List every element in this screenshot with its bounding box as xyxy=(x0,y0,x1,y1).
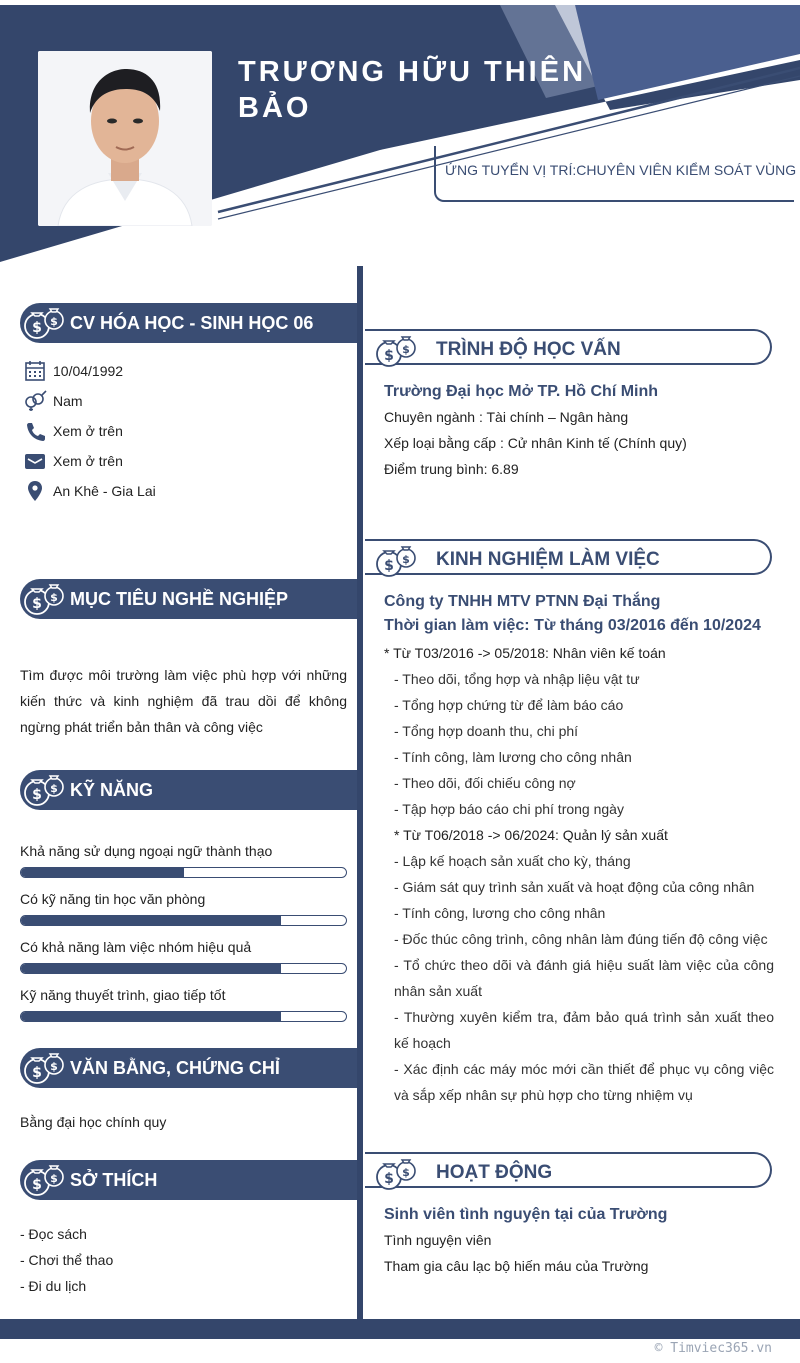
money-bag-icon xyxy=(22,1161,66,1199)
calendar-icon xyxy=(22,360,48,382)
company-name: Công ty TNHH MTV PTNN Đại Thắng xyxy=(384,593,661,610)
profile-photo xyxy=(38,51,212,226)
skill-item xyxy=(20,891,347,926)
money-bag-icon xyxy=(22,1049,66,1087)
certificates-header xyxy=(20,1048,357,1088)
education-header xyxy=(365,329,772,365)
experience-line: - Xác định các máy móc mới cần thiết để phục vụ công việc và sắp xếp nhân sự phù hợp cho từng nhiệm vụ xyxy=(394,1061,774,1103)
skill-bar xyxy=(20,1011,347,1022)
column-divider xyxy=(357,266,363,1319)
candidate-name: TRƯƠNG HỮU THIÊN BẢO xyxy=(238,56,587,124)
money-bag-icon xyxy=(22,771,66,809)
skills-title: KỸ NĂNG xyxy=(70,780,154,800)
experience-list xyxy=(384,640,774,1108)
education-line: Chuyên ngành : Tài chính – Ngân hàng xyxy=(384,409,629,425)
experience-line: - Theo dõi, tổng hợp và nhập liệu vật tư xyxy=(394,671,640,687)
experience-line: - Giám sát quy trình sản xuất và hoạt động của công nhân xyxy=(394,879,755,895)
experience-line: - Tổng hợp doanh thu, chi phí xyxy=(394,723,579,739)
activities-header xyxy=(365,1152,772,1188)
experience-line: - Tính công, lương cho công nhân xyxy=(394,905,606,921)
skill-item xyxy=(20,987,347,1022)
money-bag-icon xyxy=(22,304,66,342)
cv-title-header xyxy=(20,303,357,343)
footer-bar xyxy=(0,1319,800,1339)
skill-bar-fill xyxy=(21,1012,281,1021)
experience-line: - Tính công, làm lương cho công nhân xyxy=(394,749,632,765)
hobbies-header xyxy=(20,1160,357,1200)
education-line: Xếp loại bằng cấp : Cử nhân Kinh tế (Chính quy) xyxy=(384,435,687,451)
education-line: Điểm trung bình: 6.89 xyxy=(384,461,519,477)
experience-line: - Lập kế hoạch sản xuất cho kỳ, tháng xyxy=(394,853,631,869)
email-text: Xem ở trên xyxy=(53,453,123,469)
gender-icon xyxy=(22,390,48,412)
activity-line: Tình nguyện viên xyxy=(384,1232,492,1248)
hobby-item: - Đi du lịch xyxy=(20,1278,87,1294)
skill-name: Có kỹ năng tin học văn phòng xyxy=(20,891,206,907)
skill-name: Có khả năng làm việc nhóm hiệu quả xyxy=(20,939,252,955)
hobby-item: - Chơi thể thao xyxy=(20,1252,114,1268)
experience-title: KINH NGHIỆM LÀM VIỆC xyxy=(436,549,660,570)
skill-bar xyxy=(20,915,347,926)
experience-header xyxy=(365,539,772,575)
location-icon xyxy=(22,480,48,502)
applied-position: ỨNG TUYỂN VỊ TRÍ:CHUYÊN VIÊN KIỂM SOÁT VÙNG xyxy=(445,162,797,178)
skill-bar-fill xyxy=(21,868,184,877)
money-bag-icon xyxy=(373,332,419,370)
birthdate-text: 10/04/1992 xyxy=(53,363,124,379)
skill-item xyxy=(20,843,347,878)
school-name: Trường Đại học Mở TP. Hồ Chí Minh xyxy=(384,383,659,400)
money-bag-icon xyxy=(22,580,66,618)
objective-text: Tìm được môi trường làm việc phù hợp với những kiến thức và kinh nghiệm đã trau dồi để không ngừng phát triển bản thân và công việc xyxy=(20,667,347,735)
skill-bar xyxy=(20,963,347,974)
experience-line: - Tập hợp báo cáo chi phí trong ngày xyxy=(394,801,624,817)
experience-line: - Theo dõi, đối chiếu công nợ xyxy=(394,775,576,791)
money-bag-icon xyxy=(373,542,419,580)
skills-header xyxy=(20,770,357,810)
phone-icon xyxy=(22,420,48,442)
work-period: Thời gian làm việc: Từ tháng 03/2016 đến 10/2024 xyxy=(384,617,761,634)
activity-line: Tham gia câu lạc bộ hiến máu của Trường xyxy=(384,1258,649,1274)
experience-line: - Tổng hợp chứng từ để làm báo cáo xyxy=(394,697,624,713)
watermark: © Timviec365.vn xyxy=(654,1341,772,1356)
skill-name: Kỹ năng thuyết trình, giao tiếp tốt xyxy=(20,987,226,1003)
experience-line: * Từ T06/2018 -> 06/2024: Quản lý sản xuất xyxy=(394,827,668,843)
activity-org: Sinh viên tình nguyện tại của Trường xyxy=(384,1206,668,1223)
skill-bar xyxy=(20,867,347,878)
experience-line: * Từ T03/2016 -> 05/2018: Nhân viên kế toán xyxy=(384,645,666,661)
skill-bar-fill xyxy=(21,964,281,973)
position-box xyxy=(434,146,797,202)
certificate-text: Bằng đại học chính quy xyxy=(20,1114,167,1130)
experience-line: - Tổ chức theo dõi và đánh giá hiệu suất làm việc của công nhân sản xuất xyxy=(394,957,774,999)
money-bag-icon xyxy=(373,1155,419,1193)
hobby-item: - Đọc sách xyxy=(20,1226,87,1242)
address-text: An Khê - Gia Lai xyxy=(53,483,156,499)
objective-header xyxy=(20,579,357,619)
phone-text: Xem ở trên xyxy=(53,423,123,439)
experience-line: - Thường xuyên kiểm tra, đảm bảo quá trình sản xuất theo kế hoạch xyxy=(394,1009,774,1051)
skill-bar-fill xyxy=(21,916,281,925)
hobbies-title: SỞ THÍCH xyxy=(70,1170,158,1190)
experience-line: - Đốc thúc công trình, công nhân làm đúng tiến độ công việc xyxy=(394,931,768,947)
education-title: TRÌNH ĐỘ HỌC VẤN xyxy=(436,339,621,360)
skill-item xyxy=(20,939,347,974)
objective-title: MỤC TIÊU NGHỀ NGHIỆP xyxy=(70,589,289,609)
cv-title: CV HÓA HỌC - SINH HỌC 06 xyxy=(70,313,314,333)
email-icon xyxy=(22,450,48,472)
skill-name: Khả năng sử dụng ngoại ngữ thành thạo xyxy=(20,843,273,859)
certificates-title: VĂN BẰNG, CHỨNG CHỈ xyxy=(70,1058,280,1078)
gender-text: Nam xyxy=(53,393,83,409)
activities-title: HOẠT ĐỘNG xyxy=(436,1162,553,1183)
